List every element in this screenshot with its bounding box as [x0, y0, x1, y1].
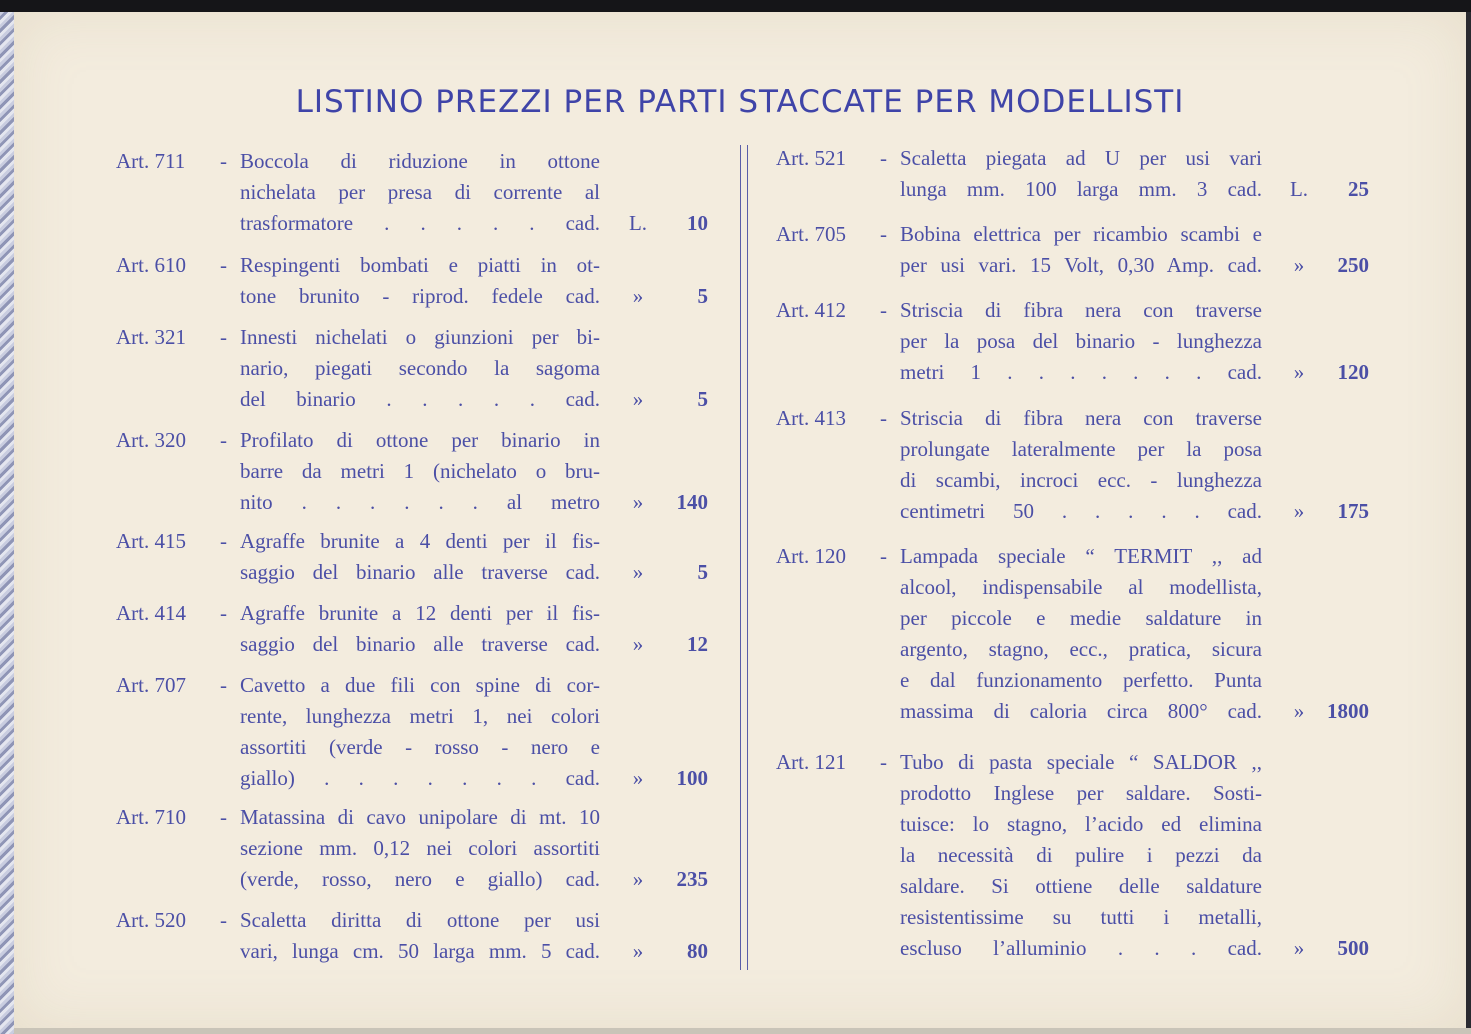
separator-dash: - — [880, 544, 887, 568]
description-line: Striscia di fibra nera con traverse — [900, 406, 1262, 430]
description-line: Cavetto a due fili con spine di cor- — [240, 673, 600, 697]
article-code: Art. 120 — [776, 544, 846, 568]
article-price: 500 — [1337, 936, 1369, 960]
article-code: Art. 414 — [116, 601, 186, 625]
currency-mark: » — [1293, 360, 1305, 384]
description-line: trasformatore . . . . . cad. — [240, 211, 600, 235]
description-line: Scaletta piegata ad U per usi vari — [900, 146, 1262, 170]
currency-mark: » — [1293, 699, 1305, 723]
description-line: massima di caloria circa 800° cad. — [900, 699, 1262, 723]
separator-dash: - — [220, 428, 227, 452]
description-line: vari, lunga cm. 50 larga mm. 5 cad. — [240, 939, 600, 963]
description-line: la necessità di pulire i pezzi da — [900, 843, 1262, 867]
description-line: Striscia di fibra nera con traverse — [900, 298, 1262, 322]
price-entry — [14, 403, 1466, 527]
article-price: 25 — [1348, 177, 1369, 201]
description-line: (verde, rosso, nero e giallo) cad. — [240, 867, 600, 891]
description-line: del binario . . . . . cad. — [240, 387, 600, 411]
description-line: saldare. Si ottiene delle saldature — [900, 874, 1262, 898]
currency-mark: » — [1293, 499, 1305, 523]
description-line: Innesti nichelati o giunzioni per bi- — [240, 325, 600, 349]
page-title: LISTINO PREZZI PER PARTI STACCATE PER MODELLISTI — [295, 84, 1185, 120]
article-price: 5 — [697, 284, 708, 308]
separator-dash: - — [220, 325, 227, 349]
description-line: sezione mm. 0,12 nei colori assortiti — [240, 836, 600, 860]
currency-mark: » — [1293, 253, 1305, 277]
article-code: Art. 711 — [116, 149, 186, 173]
description-line: escluso l’alluminio . . . cad. — [900, 936, 1262, 960]
description-line: Agraffe brunite a 12 denti per il fis- — [240, 601, 600, 625]
article-description — [900, 143, 1262, 205]
description-line: metri 1 . . . . . . . cad. — [900, 360, 1262, 384]
description-line: Agraffe brunite a 4 denti per il fis- — [240, 529, 600, 553]
description-line: e dal funzionamento perfetto. Punta — [900, 668, 1262, 692]
article-code: Art. 610 — [116, 253, 186, 277]
article-code: Art. 121 — [776, 750, 846, 774]
currency-mark: » — [632, 939, 644, 963]
separator-dash: - — [220, 673, 227, 697]
description-line: resistentissime su tutti i metalli, — [900, 905, 1262, 929]
currency-mark: » — [632, 867, 644, 891]
description-line: Boccola di riduzione in ottone — [240, 149, 600, 173]
description-line: Lampada speciale “ TERMIT ,, ad — [900, 544, 1262, 568]
scan-top-border — [0, 0, 1471, 12]
description-line: Profilato di ottone per binario in — [240, 428, 600, 452]
article-code: Art. 320 — [116, 428, 186, 452]
description-line: per usi vari. 15 Volt, 0,30 Amp. cad. — [900, 253, 1262, 277]
description-line: per la posa del binario - lunghezza — [900, 329, 1262, 353]
article-price: 175 — [1337, 499, 1369, 523]
price-list-page — [14, 12, 1466, 1028]
article-price: 120 — [1337, 360, 1369, 384]
currency-mark: » — [1293, 936, 1305, 960]
article-price: 10 — [687, 211, 708, 235]
article-code: Art. 710 — [116, 805, 186, 829]
article-price: 1800 — [1327, 699, 1369, 723]
description-line: nito . . . . . . al metro — [240, 490, 600, 514]
price-entry — [14, 143, 1466, 205]
description-line: Respingenti bombati e piatti in ot- — [240, 253, 600, 277]
separator-dash: - — [880, 298, 887, 322]
article-description — [900, 747, 1262, 964]
price-entry — [14, 295, 1466, 388]
scan-bottom-border — [14, 1028, 1471, 1034]
separator-dash: - — [220, 149, 227, 173]
description-line: assortiti (verde - rosso - nero e — [240, 735, 600, 759]
description-line: Matassina di cavo unipolare di mt. 10 — [240, 805, 600, 829]
article-price: 12 — [687, 632, 708, 656]
description-line: lunga mm. 100 larga mm. 3 cad. — [900, 177, 1262, 201]
currency-mark: » — [632, 560, 644, 584]
description-line: nario, piegati secondo la sagoma — [240, 356, 600, 380]
description-line: nichelata per presa di corrente al — [240, 180, 600, 204]
currency-mark: » — [632, 284, 644, 308]
description-line: rente, lunghezza metri 1, nei colori — [240, 704, 600, 728]
separator-dash: - — [880, 146, 887, 170]
article-price: 100 — [676, 766, 708, 790]
description-line: centimetri 50 . . . . . cad. — [900, 499, 1262, 523]
article-code: Art. 412 — [776, 298, 846, 322]
currency-mark: L. — [1289, 177, 1309, 201]
description-line: di scambi, incroci ecc. - lunghezza — [900, 468, 1262, 492]
price-entry — [14, 219, 1466, 281]
description-line: Scaletta diritta di ottone per usi — [240, 908, 600, 932]
description-line: tuisce: lo stagno, l’acido ed elimina — [900, 812, 1262, 836]
currency-mark: » — [632, 490, 644, 514]
description-line: prodotto Inglese per saldare. Sosti- — [900, 781, 1262, 805]
separator-dash: - — [220, 253, 227, 277]
separator-dash: - — [880, 406, 887, 430]
article-price: 5 — [697, 560, 708, 584]
description-line: argento, stagno, ecc., pratica, sicura — [900, 637, 1262, 661]
currency-mark: L. — [628, 211, 648, 235]
description-line: Bobina elettrica per ricambio scambi e — [900, 222, 1262, 246]
article-price: 250 — [1337, 253, 1369, 277]
article-price: 140 — [676, 490, 708, 514]
article-price: 235 — [676, 867, 708, 891]
article-code: Art. 521 — [776, 146, 846, 170]
description-line: alcool, indispensabile al modellista, — [900, 575, 1262, 599]
separator-dash: - — [880, 222, 887, 246]
description-line: Tubo di pasta speciale “ SALDOR ,, — [900, 750, 1262, 774]
article-code: Art. 520 — [116, 908, 186, 932]
currency-mark: » — [632, 766, 644, 790]
description-line: tone brunito - riprod. fedele cad. — [240, 284, 600, 308]
article-code: Art. 321 — [116, 325, 186, 349]
separator-dash: - — [880, 750, 887, 774]
article-code: Art. 413 — [776, 406, 846, 430]
description-line: prolungate lateralmente per la posa — [900, 437, 1262, 461]
description-line: giallo) . . . . . . . cad. — [240, 766, 600, 790]
article-code: Art. 707 — [116, 673, 186, 697]
article-description — [900, 219, 1262, 281]
article-code: Art. 705 — [776, 222, 846, 246]
description-line: saggio del binario alle traverse cad. — [240, 632, 600, 656]
currency-mark: » — [632, 632, 644, 656]
separator-dash: - — [220, 908, 227, 932]
currency-mark: » — [632, 387, 644, 411]
article-code: Art. 415 — [116, 529, 186, 553]
description-line: barre da metri 1 (nichelato o bru- — [240, 459, 600, 483]
article-description — [900, 541, 1262, 727]
price-entry — [14, 747, 1466, 964]
article-price: 5 — [697, 387, 708, 411]
description-line: saggio del binario alle traverse cad. — [240, 560, 600, 584]
scan-left-border — [0, 12, 14, 1034]
description-line: per piccole e medie saldature in — [900, 606, 1262, 630]
article-price: 80 — [687, 939, 708, 963]
separator-dash: - — [220, 805, 227, 829]
article-description — [900, 403, 1262, 527]
article-description — [900, 295, 1262, 388]
separator-dash: - — [220, 529, 227, 553]
separator-dash: - — [220, 601, 227, 625]
price-entry — [14, 541, 1466, 727]
